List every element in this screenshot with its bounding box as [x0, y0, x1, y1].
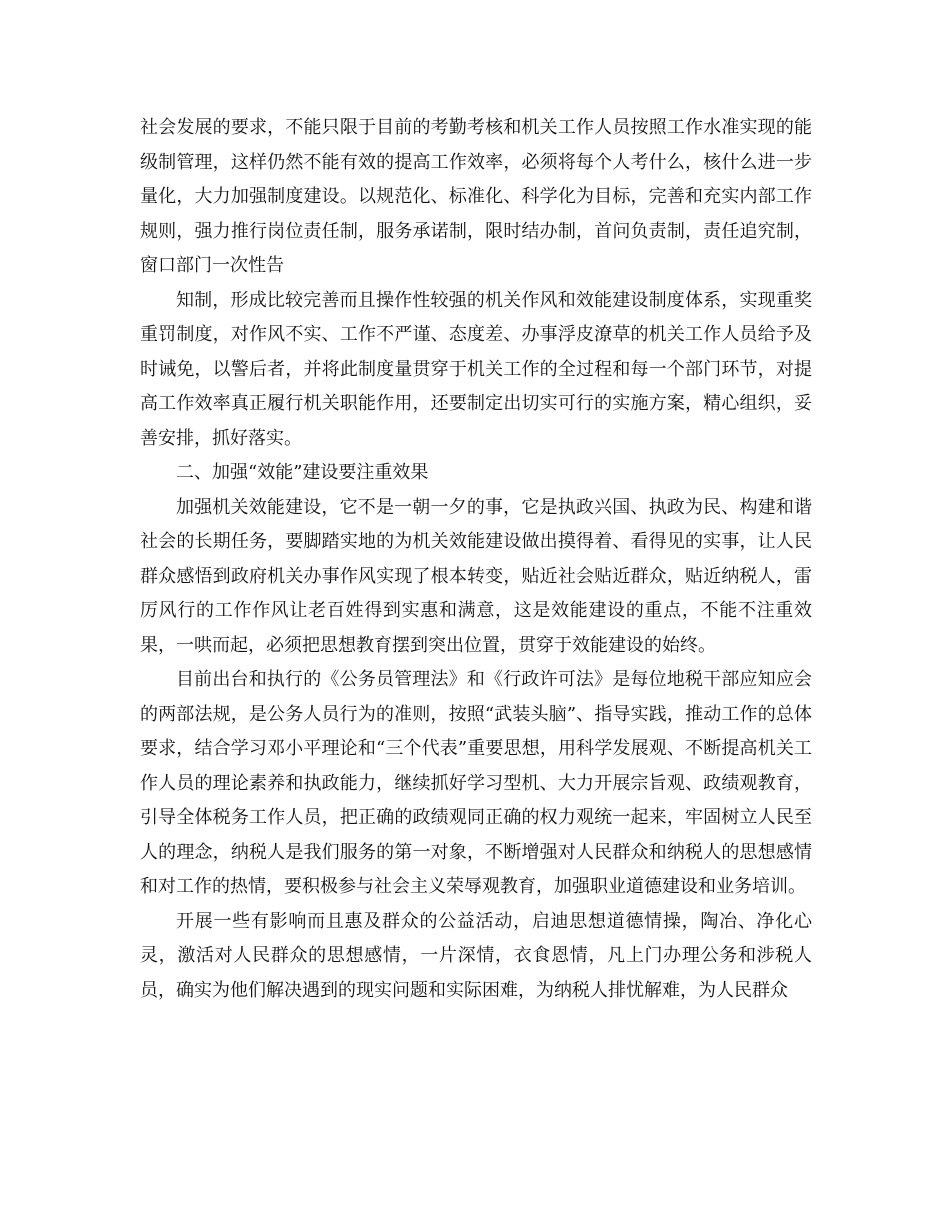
paragraph: 加强机关效能建设，它不是一朝一夕的事，它是执政兴国、执政为民、构建和谐社会的长期任务，要脚踏实地的为机关效能建设做出摸得着、看得见的实事，让人民群众感悟到政府机关办事作风实现了根本转变，贴近社会贴近群众，贴近纳税人，雷厉风行的工作作风让老百姓得到实惠和满意，这是效能建设的重点，不能不注重效果，一哄而起，必须把思想教育摆到突出位置，贯穿于效能建设的始终。: [140, 496, 812, 656]
section-heading: 二、加强“效能”建设要注重效果: [176, 462, 429, 483]
paragraph: 目前出台和执行的《公务员管理法》和《行政许可法》是每位地税干部应知应会的两部法规，是公务人员行为的准则，按照“武装头脑”、指导实践，推动工作的总体要求，结合学习邓小平理论和“三个代表”重要思想，用科学发展观、不断提高机关工作人员的理论素养和执政能力，继续抓好学习型机、大力开展宗旨观、政绩观教育，引导全体税务工作人员，把正确的政绩观同正确的权力观统一起来，牢固树立人民至人的理念，纳税人是我们服务的第一对象，不断增强对人民群众和纳税人的思想感情和对工作的热情，要积极参与社会主义荣辱观教育，加强职业道德建设和业务培训。: [140, 669, 812, 897]
paragraph: 开展一些有影响而且惠及群众的公益活动，启迪思想道德情操，陶冶、净化心灵，激活对人民群众的思想感情，一片深情，衣食恩情，凡上门办理公务和涉税人员，确实为他们解决遇到的现实问题和实际困难，为纳税人排忧解难，为人民群众: [140, 910, 812, 1001]
paragraph: 知制，形成比较完善而且操作性较强的机关作风和效能建设制度体系，实现重奖重罚制度，对作风不实、工作不严谨、态度差、办事浮皮潦草的机关工作人员给予及时诫免，以警后者，并将此制度量贯穿于机关工作的全过程和每一个部门环节，对提高工作效率真正履行机关职能作用，还要制定出切实可行的实施方案，精心组织，妥善安排，抓好落实。: [140, 289, 812, 449]
paragraph: 社会发展的要求，不能只限于目前的考勤考核和机关工作人员按照工作水准实现的能级制管理，这样仍然不能有效的提高工作效率，必须将每个人考什么，核什么进一步量化，大力加强制度建设。以规范化、标准化、科学化为目标，完善和充实内部工作规则，强力推行岗位责任制，服务承诺制，限时结办制，首问负责制，责任追究制，窗口部门一次性告: [140, 117, 812, 276]
document-body: [140, 111, 812, 1008]
